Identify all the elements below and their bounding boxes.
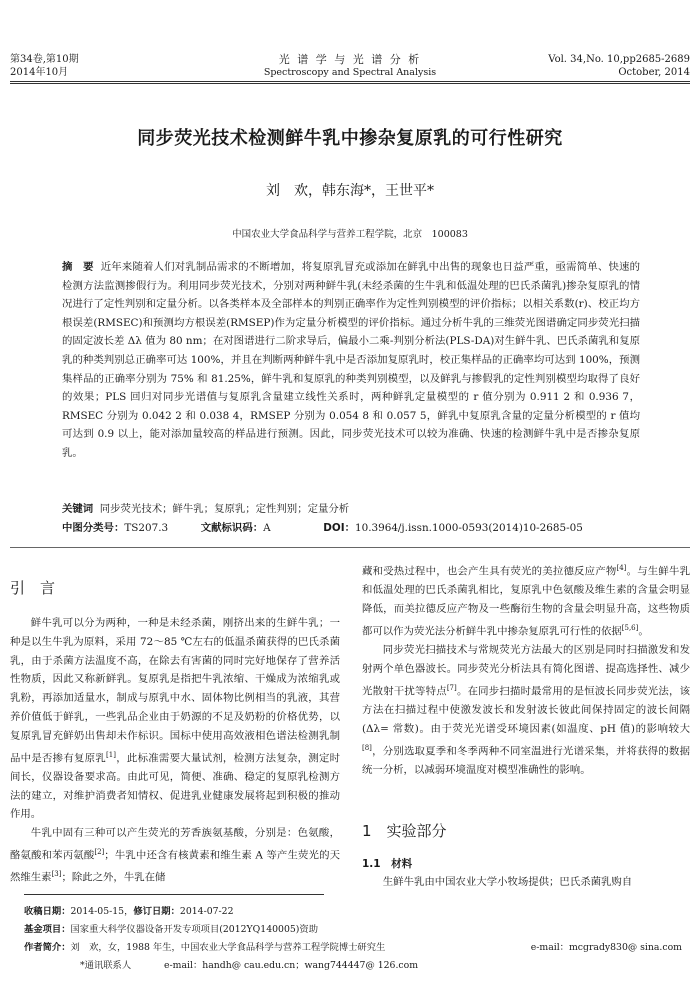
classification <box>62 519 583 534</box>
footnote-corresponding-email: e-mail：handh@ cau.edu.cn；wang744447@ 126.com <box>164 960 419 971</box>
footnote-bio: 作者简介：刘 欢，女，1988 年生，中国农业大学食品科学与营养工程学院博士研究生 <box>24 942 386 953</box>
abstract <box>62 258 640 463</box>
intro-paragraph-2: 牛乳中固有三种可以产生荧光的芳香族氨基酸，分别是：色氨酸，酪氨酸和苯丙氨酸[2]；牛乳中还含有核黄素和维生素 A 等产生荧光的天然维生素[3]；除此之外，牛乳在储 <box>10 827 341 884</box>
section-1-1-text: 生鲜牛乳由中国农业大学小牧场提供；巴氏杀菌乳购自 <box>382 876 633 888</box>
authors: 刘 欢，韩东海*，王世平* <box>266 183 434 199</box>
abstract-label: 摘 要 <box>62 261 94 273</box>
doi-value: 10.3964/j.issn.1000-0593(2014)10-2685-05 <box>354 522 583 534</box>
affiliation: 中国农业大学食品科学与营养工程学院，北京 100083 <box>232 229 468 240</box>
clc-label: 中图分类号： <box>62 522 125 534</box>
intro-paragraph-3: 同步荧光扫描技术与常规荧光方法最大的区别是同时扫描激发和发射两个单色器波长。同步荧光分析法具有简化图谱、提高选择性、减少光散射干扰等特点[7]。在同步扫描时最常用的是恒波长同步荧光法，该方法在扫描过程中使激发波长和发射波长彼此间保持固定的波长间隔(Δλ= 常数)。由于荧光光谱受环境因素(如温度、pH 值)的影响较大[8]，分别选取夏季和冬季两种不同室温进行光谱采集，并将获得的数据统一分析，以减弱环境温度对模型准确性的影响。 <box>362 644 691 776</box>
citation: [2] <box>94 848 105 857</box>
doc-code-value: A <box>263 522 271 534</box>
intro-body-right <box>362 559 690 780</box>
intro-heading: 引 言 <box>10 579 56 597</box>
date-cn: 2014年10月 <box>10 67 69 78</box>
citation: [3] <box>51 870 62 879</box>
footnote-dates: 收稿日期：2014-05-15，修订日期：2014-07-22 <box>24 906 234 917</box>
citation: [8] <box>362 743 372 752</box>
keywords <box>62 500 349 515</box>
header-rule-thin <box>10 83 690 84</box>
keywords-label: 关键词 <box>62 503 94 515</box>
citation: [5,6] <box>621 623 639 632</box>
journal-title-en: Spectroscopy and Spectral Analysis <box>263 67 437 78</box>
section-1-heading: 1 实验部分 <box>362 822 447 840</box>
abstract-rule <box>10 547 690 548</box>
footnote-corresponding-label: *通讯联系人 <box>80 960 132 971</box>
clc-value: TS207.3 <box>124 522 169 534</box>
section-1-1-heading: 1.1 材料 <box>362 858 413 870</box>
journal-title-cn: 光 谱 学 与 光 谱 分 析 <box>278 53 422 66</box>
footnote-rule <box>24 894 324 895</box>
footnote-fund: 基金项目：国家重大科学仪器设备开发专项项目(2012YQ140005)资助 <box>24 924 319 935</box>
paper-title: 同步荧光技术检测鲜牛乳中掺杂复原乳的可行性研究 <box>137 128 563 149</box>
doc-code-label: 文献标识码： <box>200 522 264 534</box>
date-en: October, 2014 <box>618 67 690 78</box>
doi-label: DOI： <box>323 522 355 534</box>
intro-paragraph-1-cont: 藏和受热过程中，也会产生具有荧光的美拉德反应产物[4]。与生鲜牛乳和低温处理的巴氏杀菌乳相比，复原乳中色氨酸及维生素的含量会明显降低，而美拉德反应产物及一些酶衍生物的含量会明显升高，这些物质都可以作为荧光法分析鲜牛乳中掺杂复原乳可行性的依据[5,6]。 <box>362 564 691 638</box>
intro-paragraph-1: 鲜牛乳可以分为两种，一种是未经杀菌，刚挤出来的生鲜牛乳；一种是以生牛乳为原料，采用 72～85 ℃左右的低温杀菌获得的巴氏杀菌乳，由于杀菌方法温度不高，在除去有害菌的同时完好地保存了营养活性物质，因此又称新鲜乳。复原乳是指把牛乳浓缩、干燥成为浓缩乳或乳粉，再添加适量水，制成与原乳中水、固体物比例相当的乳液，其营养价值低于鲜乳，一些乳品企业由于奶源的不足及奶粉的价格优势，以复原乳冒充鲜奶出售却未作标识。国标中使用高效液相色谱法检测乳制品中是否掺有复原乳[1]，此标准需要大量试剂，检测方法复杂，测定时间长，仪器设备要求高。由此可见，简便、准确、稳定的复原乳检测方法的建立，对维护消费者知情权、促进乳业健康发展将起到积极的推动作用。 <box>10 617 341 821</box>
citation: [4] <box>616 564 627 572</box>
citation: [1] <box>106 750 116 759</box>
footnote-bio-email: e-mail：mcgrady830@ sina.com <box>530 942 682 953</box>
header-rule <box>10 81 690 82</box>
citation: [7] <box>446 683 457 692</box>
intro-body-left <box>10 614 340 888</box>
volume-issue-cn: 第34卷,第10期 <box>10 54 79 65</box>
abstract-text: 近年来随着人们对乳制品需求的不断增加，将复原乳冒充或添加在鲜乳中出售的现象也日益严重，亟需简单、快速的检测方法监测掺假行为。利用同步荧光技术，分别对两种鲜牛乳(未经杀菌的生牛乳和低温处理的巴氏杀菌乳)掺杂复原乳的情况进行了定性判别和定量分析。以各类样本及全部样本的判别正确率作为定性判别模型的评价指标；以相关系数(r)、校正均方根误差(RMSEC)和预测均方根误差(RMSEP)作为定量分析模型的评价指标。通过分析牛乳的三维荧光图谱确定同步荧光扫描的固定波长差 Δλ 值为 80 nm；在对图谱进行二阶求导后，偏最小二乘-判别分析法(PLS-DA)对生鲜牛乳、巴氏杀菌乳和复原乳的种类判别总正确率可达 100%，并且在判断两种鲜牛乳中是否添加复原乳时，校正集样品的正确率均可达到 100%，预测集样品的正确率分别为 75% 和 81.25%，鲜牛乳和复原乳的种类判别模型，以及鲜乳与掺假乳的定性判别模型均取得了良好的效果；PLS 回归对同步光谱值与复原乳含量建立线性关系时，两种鲜乳定量模型的 r 值分别为 0.911 2 和 0.936 7，RMSEC 分别为 0.042 2 和 0.038 4，RMSEP 分别为 0.054 8 和 0.057 5，鲜乳中复原乳含量的定量分析模型的 r 值均可达到 0.9 以上，能对添加量较高的样品进行预测。因此，同步荧光技术可以较为准确、快速的检测鲜牛乳中是否掺杂复原乳。 <box>62 261 640 459</box>
keywords-text: 同步荧光技术；鲜牛乳；复原乳；定性判别；定量分析 <box>99 503 350 515</box>
volume-issue-en: Vol. 34,No. 10,pp2685-2689 <box>548 54 690 65</box>
